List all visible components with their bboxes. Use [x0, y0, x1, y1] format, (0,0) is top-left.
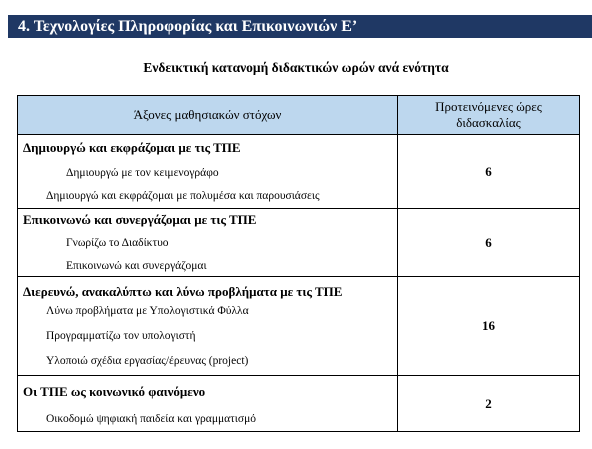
table-row-group-1 — [18, 135, 580, 209]
table-row-group-3 — [18, 277, 580, 376]
group-item: Προγραμματίζω τον υπολογιστή — [46, 329, 196, 342]
group-cell — [18, 376, 398, 432]
group-item: Δημιουργώ με τον κειμενογράφο — [66, 166, 219, 179]
table-caption: Ενδεικτική κατανομή διδακτικών ωρών ανά ενότητα — [143, 60, 449, 75]
section-title: 4. Τεχνολογίες Πληροφορίας και Επικοινωνιών Ε’ — [18, 18, 358, 35]
table-row-group-4 — [18, 376, 580, 432]
hours-value: 6 — [398, 209, 580, 277]
group-title: Δημιουργώ και εκφράζομαι με τις ΤΠΕ — [23, 139, 241, 155]
column-header-hours — [398, 96, 580, 135]
group-item: Επικοινωνώ και συνεργάζομαι — [66, 259, 207, 272]
hours-value: 16 — [398, 277, 580, 376]
table-header-row — [18, 96, 580, 135]
group-item: Οικοδομώ ψηφιακή παιδεία και γραμματισμό — [46, 413, 257, 425]
group-title: Διερευνώ, ανακαλύπτω και λύνω προβλήματα με τις ΤΠΕ — [23, 283, 343, 299]
column-header-hours-line2: διδασκαλίας — [456, 115, 521, 130]
group-item: Γνωρίζω το Διαδίκτυο — [66, 236, 169, 249]
section-header — [8, 15, 592, 38]
group-cell — [18, 135, 398, 209]
hours-value: 2 — [398, 376, 580, 432]
hours-value: 6 — [398, 135, 580, 209]
group-title: Επικοινωνώ και συνεργάζομαι με τις ΤΠΕ — [23, 211, 257, 227]
column-header-axes: Άξονες μαθησιακών στόχων — [18, 96, 398, 135]
group-title: Οι ΤΠΕ ως κοινωνικό φαινόμενο — [23, 384, 206, 399]
column-header-hours-line1: Προτεινόμενες ώρες — [435, 99, 542, 114]
group-item: Δημιουργώ και εκφράζομαι με πολυμέσα και παρουσιάσεις — [46, 189, 320, 202]
hours-allocation-table — [17, 95, 580, 432]
group-cell — [18, 277, 398, 376]
table-row-group-2 — [18, 209, 580, 277]
group-item: Υλοποιώ σχέδια εργασίας/έρευνας (project) — [46, 354, 249, 367]
group-cell — [18, 209, 398, 277]
group-item: Λύνω προβλήματα με Υπολογιστικά Φύλλα — [46, 304, 249, 317]
